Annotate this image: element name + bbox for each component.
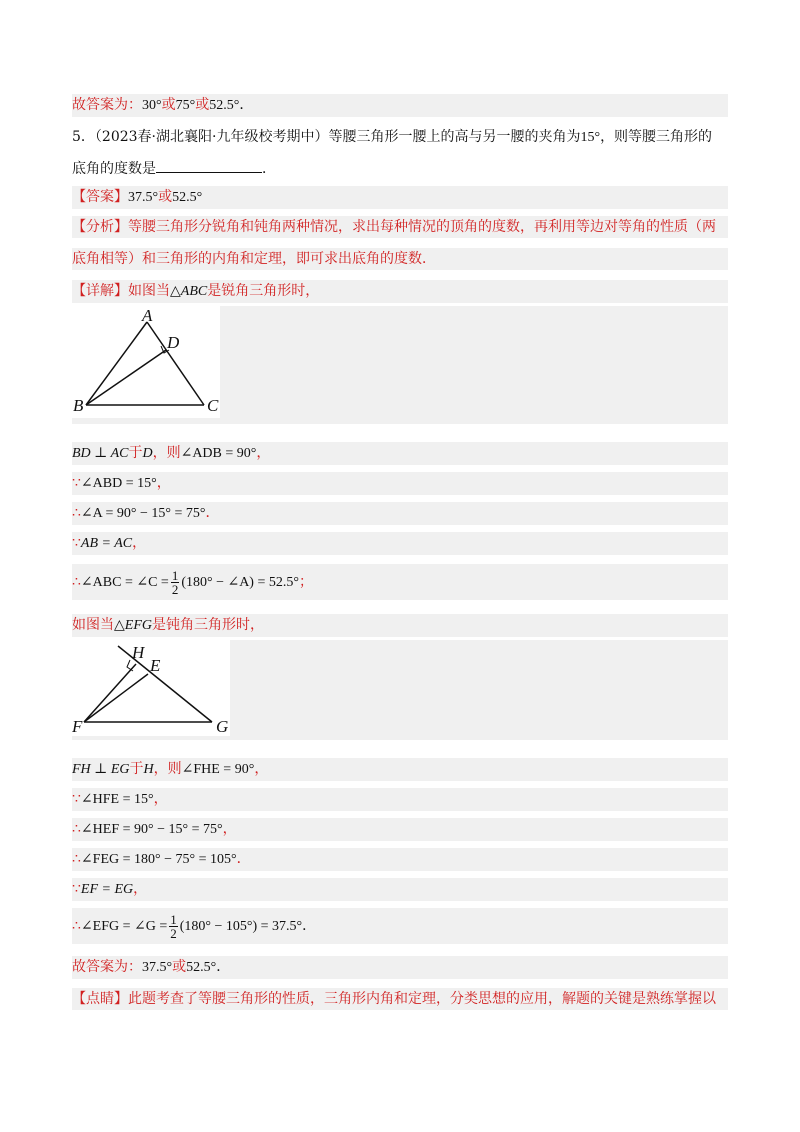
question-source: （2023春·湖北襄阳·九年级校考期中）	[94, 129, 329, 145]
label-f: F	[72, 717, 83, 736]
label-d: D	[167, 333, 180, 352]
analysis-line-2: 底角相等）和三角形的内角和定理，即可求出底角的度数．	[72, 248, 728, 270]
obtuse-triangle-diagram	[72, 640, 230, 736]
label-a: A	[142, 306, 153, 325]
previous-answer-line: 故答案为：30°或75°或52.5°．	[72, 94, 728, 117]
answer-line: 【答案】37.5°或52.5°	[72, 186, 728, 209]
detail-tag: 【详解】	[72, 283, 128, 299]
case2-step-6: ∴∠EFG = ∠G = $\frac{1}{2}$ (180° − 105°) = 37.5°．	[72, 908, 728, 944]
case2-step-5: ∵EF = EG，	[72, 878, 728, 901]
analysis-tag: 【分析】	[72, 219, 128, 235]
detail-line: 【详解】如图当△ABC是锐角三角形时，	[72, 280, 728, 303]
acute-triangle-diagram	[72, 306, 220, 418]
analysis-line-1: 【分析】等腰三角形分锐角和钝角两种情况，求出每种情况的顶角的度数，再利用等边对等角的性质（两	[72, 216, 728, 238]
question-line-2: 底角的度数是 ．	[72, 161, 276, 177]
case1-step-1: BD ⊥ AC于D，则∠ADB = 90°，	[72, 442, 728, 465]
case2-step-2: ∵∠HFE = 15°，	[72, 788, 728, 811]
fraction-one-half-2: $\frac{1}{2}$	[170, 911, 177, 941]
label-g: G	[216, 717, 229, 736]
case2-step-1: FH ⊥ EG于H，则∠FHE = 90°，	[72, 758, 728, 781]
case2-step-3: ∴∠HEF = 90° − 15° = 75°，	[72, 818, 728, 841]
case2-intro: 如图当△EFG是钝角三角形时，	[72, 614, 728, 637]
question-line-1: 5．（2023春·湖北襄阳·九年级校考期中）等腰三角形一腰上的高与另一腰的夹角为15°，则等腰三角形的	[72, 129, 713, 145]
answer-blank	[156, 160, 262, 173]
question-number: 5．	[72, 129, 95, 145]
figure-acute-triangle	[72, 306, 220, 418]
label-b: B	[73, 396, 84, 415]
previous-answer-label: 故答案为：	[72, 97, 142, 113]
label-h: H	[132, 643, 145, 662]
label-c: C	[207, 396, 219, 415]
comment-line: 【点睛】此题考查了等腰三角形的性质，三角形内角和定理，分类思想的应用，解题的关键是熟练掌握以	[72, 988, 728, 1010]
case2-step-4: ∴∠FEG = 180° − 75° = 105°．	[72, 848, 728, 871]
answer-tag: 【答案】	[72, 189, 128, 205]
case1-step-5: ∴∠ABC = ∠C = $\frac{1}{2}$ (180° − ∠A) = 52.5°；	[72, 564, 728, 600]
comment-tag: 【点睛】	[72, 991, 128, 1007]
case1-step-2: ∵∠ABD = 15°，	[72, 472, 728, 495]
label-e: E	[150, 656, 161, 675]
final-answer-line: 故答案为：37.5°或52.5°．	[72, 956, 728, 979]
fraction-one-half: $\frac{1}{2}$	[171, 567, 179, 597]
case1-step-4: ∵AB = AC，	[72, 532, 728, 555]
figure-obtuse-triangle	[72, 640, 230, 736]
case1-step-3: ∴∠A = 90° − 15° = 75°．	[72, 502, 728, 525]
